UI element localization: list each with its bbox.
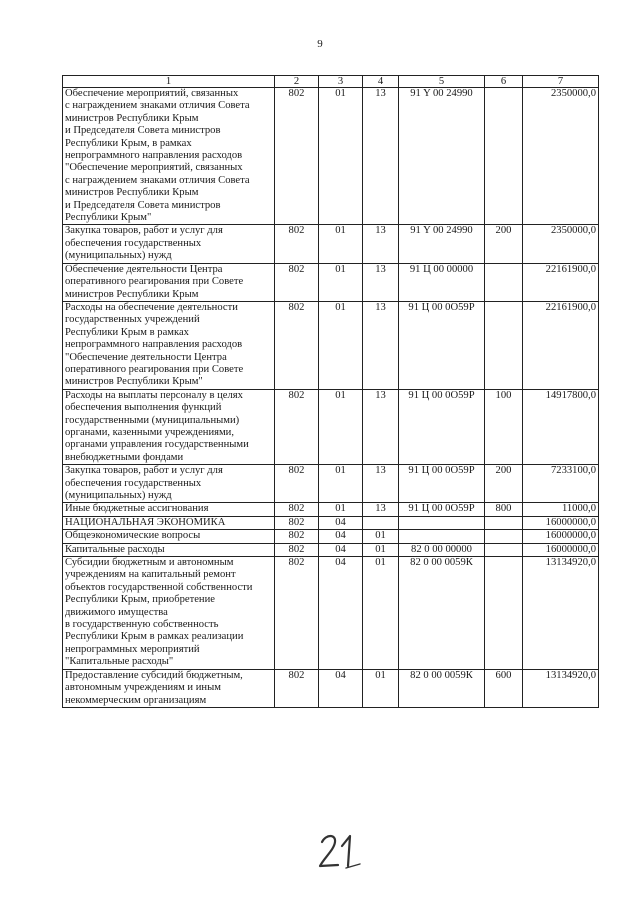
section-code: 04 bbox=[319, 669, 363, 707]
subsection-code: 13 bbox=[363, 263, 399, 301]
section-code: 01 bbox=[319, 503, 363, 516]
subsection-code: 13 bbox=[363, 389, 399, 464]
ministry-code: 802 bbox=[275, 516, 319, 529]
table-row bbox=[63, 225, 599, 263]
expense-name: Иные бюджетные ассигнования bbox=[63, 503, 275, 516]
amount: 16000000,0 bbox=[523, 530, 599, 543]
section-code: 01 bbox=[319, 301, 363, 389]
section-code: 01 bbox=[319, 263, 363, 301]
target-article-code bbox=[399, 516, 485, 529]
target-article-code: 82 0 00 00000 bbox=[399, 543, 485, 556]
ministry-code: 802 bbox=[275, 225, 319, 263]
section-code: 04 bbox=[319, 543, 363, 556]
amount: 13134920,0 bbox=[523, 557, 599, 670]
expense-type-code bbox=[485, 530, 523, 543]
table-row bbox=[63, 669, 599, 707]
subsection-code: 01 bbox=[363, 530, 399, 543]
budget-table bbox=[62, 75, 599, 708]
section-code: 04 bbox=[319, 557, 363, 670]
table-row bbox=[63, 530, 599, 543]
subsection-code: 13 bbox=[363, 301, 399, 389]
ministry-code: 802 bbox=[275, 88, 319, 225]
expense-name: НАЦИОНАЛЬНАЯ ЭКОНОМИКА bbox=[63, 516, 275, 529]
ministry-code: 802 bbox=[275, 465, 319, 503]
table-row bbox=[63, 389, 599, 464]
amount: 14917800,0 bbox=[523, 389, 599, 464]
expense-name: Субсидии бюджетным и автономным учреждениям на капитальный ремонт объектов государственной собственности Республики Крым, приобретение движимого имущества в государственную собственность Республики Крым в рамках реализации непрограммных мероприятий "Капитальные расходы" bbox=[63, 557, 275, 670]
table-row bbox=[63, 88, 599, 225]
expense-name: Предоставление субсидий бюджетным, автономным учреждениям и иным некоммерческим организациям bbox=[63, 669, 275, 707]
header-cell: 3 bbox=[319, 76, 363, 88]
subsection-code bbox=[363, 516, 399, 529]
ministry-code: 802 bbox=[275, 543, 319, 556]
expense-type-code: 800 bbox=[485, 503, 523, 516]
ministry-code: 802 bbox=[275, 669, 319, 707]
expense-type-code: 200 bbox=[485, 225, 523, 263]
expense-name: Обеспечение мероприятий, связанных с награждением знаками отличия Совета министров Республики Крым и Председателя Совета министров Республики Крым, в рамках непрограммного направления расходов "Обеспечение мероприятий, связанных с награждением знаками отличия Совета министров Республики Крым и Председателя Совета министров Республики Крым" bbox=[63, 88, 275, 225]
section-code: 04 bbox=[319, 516, 363, 529]
amount: 7233100,0 bbox=[523, 465, 599, 503]
subsection-code: 01 bbox=[363, 669, 399, 707]
target-article-code: 91 Ц 00 0О59Р bbox=[399, 465, 485, 503]
expense-type-code: 100 bbox=[485, 389, 523, 464]
expense-name: Капитальные расходы bbox=[63, 543, 275, 556]
handwritten-page-mark bbox=[316, 828, 368, 877]
subsection-code: 13 bbox=[363, 88, 399, 225]
target-article-code bbox=[399, 530, 485, 543]
table-row bbox=[63, 465, 599, 503]
amount: 2350000,0 bbox=[523, 225, 599, 263]
table-row bbox=[63, 543, 599, 556]
table-row bbox=[63, 263, 599, 301]
ministry-code: 802 bbox=[275, 503, 319, 516]
section-code: 01 bbox=[319, 225, 363, 263]
subsection-code: 01 bbox=[363, 557, 399, 670]
table-header bbox=[63, 76, 599, 88]
expense-name: Расходы на обеспечение деятельности государственных учреждений Республики Крым в рамках непрограммного направления расходов "Обеспечение деятельности Центра оперативного реагирования при Совете министров Республики Крым" bbox=[63, 301, 275, 389]
expense-type-code bbox=[485, 543, 523, 556]
subsection-code: 13 bbox=[363, 465, 399, 503]
header-cell: 7 bbox=[523, 76, 599, 88]
expense-type-code bbox=[485, 263, 523, 301]
amount: 22161900,0 bbox=[523, 301, 599, 389]
expense-name: Расходы на выплаты персоналу в целях обеспечения выполнения функций государственными (муниципальными) органами, казенными учреждениями, органами управления государственными внебюджетными фондами bbox=[63, 389, 275, 464]
ministry-code: 802 bbox=[275, 301, 319, 389]
expense-name: Обеспечение деятельности Центра оперативного реагирования при Совете министров Республики Крым bbox=[63, 263, 275, 301]
target-article-code: 91 Y 00 24990 bbox=[399, 225, 485, 263]
ministry-code: 802 bbox=[275, 263, 319, 301]
header-cell: 1 bbox=[63, 76, 275, 88]
header-cell: 6 bbox=[485, 76, 523, 88]
amount: 2350000,0 bbox=[523, 88, 599, 225]
expense-type-code bbox=[485, 516, 523, 529]
table-row bbox=[63, 516, 599, 529]
section-code: 01 bbox=[319, 389, 363, 464]
handwritten-mark-icon bbox=[316, 828, 368, 872]
target-article-code: 91 Ц 00 0О59Р bbox=[399, 503, 485, 516]
amount: 16000000,0 bbox=[523, 543, 599, 556]
section-code: 04 bbox=[319, 530, 363, 543]
subsection-code: 01 bbox=[363, 543, 399, 556]
amount: 11000,0 bbox=[523, 503, 599, 516]
section-code: 01 bbox=[319, 88, 363, 225]
expense-type-code: 200 bbox=[485, 465, 523, 503]
subsection-code: 13 bbox=[363, 225, 399, 263]
amount: 22161900,0 bbox=[523, 263, 599, 301]
expense-type-code bbox=[485, 88, 523, 225]
target-article-code: 82 0 00 0059К bbox=[399, 557, 485, 670]
target-article-code: 91 Ц 00 00000 bbox=[399, 263, 485, 301]
section-code: 01 bbox=[319, 465, 363, 503]
subsection-code: 13 bbox=[363, 503, 399, 516]
table-row bbox=[63, 503, 599, 516]
ministry-code: 802 bbox=[275, 530, 319, 543]
ministry-code: 802 bbox=[275, 389, 319, 464]
amount: 16000000,0 bbox=[523, 516, 599, 529]
expense-type-code bbox=[485, 557, 523, 670]
target-article-code: 91 Ц 00 0О59Р bbox=[399, 389, 485, 464]
table-row bbox=[63, 301, 599, 389]
header-cell: 2 bbox=[275, 76, 319, 88]
header-cell: 4 bbox=[363, 76, 399, 88]
header-cell: 5 bbox=[399, 76, 485, 88]
amount: 13134920,0 bbox=[523, 669, 599, 707]
target-article-code: 91 Ц 00 0О59Р bbox=[399, 301, 485, 389]
table-row bbox=[63, 557, 599, 670]
ministry-code: 802 bbox=[275, 557, 319, 670]
expense-type-code bbox=[485, 301, 523, 389]
table-body bbox=[63, 88, 599, 708]
page-number: 9 bbox=[317, 38, 323, 50]
expense-type-code: 600 bbox=[485, 669, 523, 707]
expense-name: Общеэкономические вопросы bbox=[63, 530, 275, 543]
target-article-code: 82 0 00 0059К bbox=[399, 669, 485, 707]
target-article-code: 91 Y 00 24990 bbox=[399, 88, 485, 225]
expense-name: Закупка товаров, работ и услуг для обеспечения государственных (муниципальных) нужд bbox=[63, 465, 275, 503]
expense-name: Закупка товаров, работ и услуг для обеспечения государственных (муниципальных) нужд bbox=[63, 225, 275, 263]
